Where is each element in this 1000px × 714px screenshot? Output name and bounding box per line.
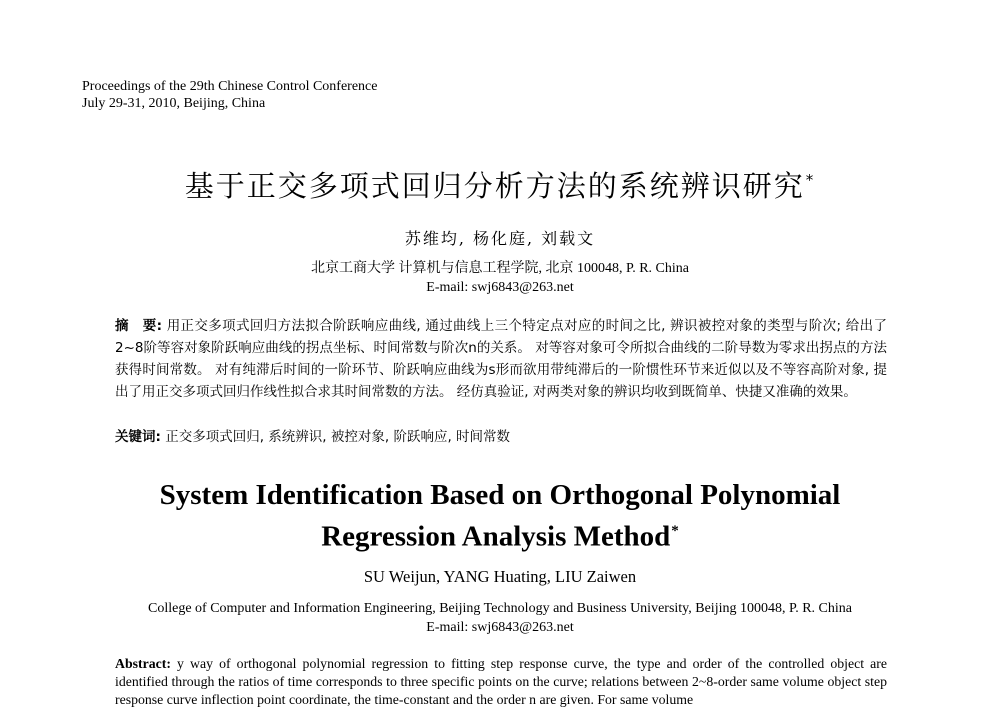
chinese-affiliation: 北京工商大学 计算机与信息工程学院, 北京 100048, P. R. China	[310, 261, 689, 276]
chinese-title	[0, 164, 1000, 205]
chinese-email: E-mail: swj6843@263.net	[426, 280, 574, 295]
chinese-keywords	[115, 427, 887, 447]
english-title-footnote-mark: *	[671, 523, 679, 539]
proceedings-header	[82, 78, 377, 112]
english-abstract	[115, 655, 887, 709]
chinese-abstract-label: 摘 要:	[115, 318, 163, 334]
chinese-abstract	[115, 315, 887, 403]
english-affiliation-block	[0, 599, 1000, 637]
english-abstract-text: y way of orthogonal polynomial regression to fitting step response curve, the type and order of the controlled object are identified through the ratios of time corresponds to three specific points on the curve; relations between 2~8-order same volume object step response curve inflection point coordinate, the time-constant and the order n are given. For same volume	[115, 656, 887, 707]
chinese-abstract-text: 用正交多项式回归方法拟合阶跃响应曲线, 通过曲线上三个特定点对应的时间之比, 辨识被控对象的类型与阶次; 给出了2~8阶等容对象阶跃响应曲线的拐点坐标、时间常数与阶次n的关系。 对等容对象可令所拟合曲线的二阶导数为零求出拐点的方法获得时间常数。 对有纯滞后时间的一阶环节、阶跃响应曲线为s形而欲用带纯滞后的一阶惯性环节来近似以及不等容高阶对象, 提出了用正交多项式回归作线性拟合求其时间常数的方法。 经仿真验证, 对两类对象的辨识均收到既简单、快捷又准确的效果。	[115, 318, 887, 400]
english-title	[0, 477, 1000, 555]
english-title-line-2-wrap	[0, 513, 1000, 555]
proceedings-line-2: July 29-31, 2010, Beijing, China	[82, 96, 266, 111]
chinese-authors: 苏维均, 杨化庭, 刘载文	[404, 229, 596, 248]
chinese-title-text: 基于正交多项式回归分析方法的系统辨识研究	[184, 169, 805, 203]
english-abstract-label: Abstract:	[115, 656, 171, 671]
chinese-affiliation-block	[0, 259, 1000, 297]
chinese-keywords-label: 关键词:	[115, 429, 161, 445]
proceedings-line-1: Proceedings of the 29th Chinese Control Conference	[82, 79, 378, 94]
english-title-line-1: System Identification Based on Orthogonal Polynomial	[159, 479, 841, 511]
english-title-line-2: Regression Analysis Method	[321, 520, 671, 553]
chinese-title-footnote-mark: *	[805, 171, 816, 190]
chinese-keywords-text: 正交多项式回归, 系统辨识, 被控对象, 阶跃响应, 时间常数	[165, 429, 511, 445]
english-email: E-mail: swj6843@263.net	[426, 620, 574, 635]
english-authors: SU Weijun, YANG Huating, LIU Zaiwen	[363, 567, 637, 586]
english-affiliation: College of Computer and Information Engineering, Beijing Technology and Business University, Beijing 100048, P. R. China	[148, 601, 852, 616]
